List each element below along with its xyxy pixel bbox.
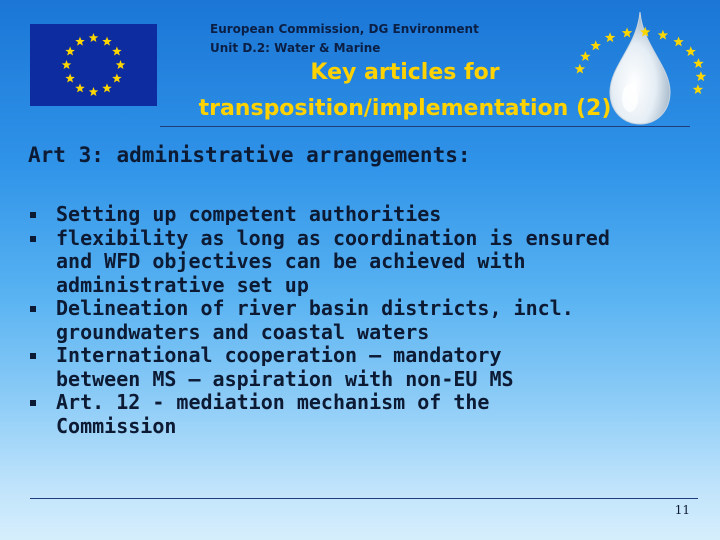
eu-flag-icon (30, 24, 157, 106)
bullet-line: Commission (56, 413, 177, 438)
bullet-line: Art. 12 - mediation mechanism of the (56, 390, 490, 414)
bullet-line: administrative set up (56, 272, 309, 297)
bullet-marker-icon (30, 353, 36, 359)
bullet-marker-icon (30, 306, 36, 312)
bullet-line: groundwaters and coastal waters (56, 319, 430, 344)
bullet-line: Delineation of river basin districts, incl. (56, 296, 574, 320)
organization-line-2: Unit D.2: Water & Marine (210, 41, 381, 55)
slide-title-line-2: transposition/implementation (2) (198, 96, 612, 121)
logo-star-icon (575, 64, 585, 74)
bullet-item (30, 391, 690, 438)
logo-star-icon (580, 51, 590, 61)
bullet-item (30, 297, 690, 344)
section-heading: Art 3: administrative arrangements: (28, 143, 471, 167)
logo-star-icon (658, 30, 668, 40)
bullet-marker-icon (30, 212, 36, 218)
footer-divider (30, 498, 698, 499)
bullet-line: between MS – aspiration with non-EU MS (56, 366, 514, 391)
organization-header (210, 20, 479, 58)
bullet-marker-icon (30, 236, 36, 242)
page-number: 11 (674, 503, 690, 517)
bullet-item (30, 203, 690, 227)
bullet-line: flexibility as long as coordination is ensured (56, 225, 610, 250)
bullet-line: Setting up competent authorities (56, 202, 442, 226)
bullet-marker-icon (30, 400, 36, 406)
bullet-item (30, 344, 690, 391)
bullet-list (30, 203, 690, 438)
header-divider (160, 126, 690, 127)
logo-star-icon (686, 46, 696, 56)
logo-star-icon (605, 32, 615, 42)
water-drop-stars-icon (560, 6, 710, 128)
logo-star-icon (696, 71, 706, 81)
bullet-line: and WFD objectives can be achieved with (56, 249, 526, 273)
slide-title-line-1: Key articles for (310, 60, 500, 85)
logo-star-icon (622, 28, 632, 38)
bullet-line: International cooperation – mandatory (56, 343, 502, 367)
logo-star-icon (590, 40, 600, 50)
logo-star-icon (693, 84, 703, 94)
logo-star-icon (693, 58, 703, 68)
logo-star-icon (673, 36, 683, 46)
organization-line-1: European Commission, DG Environment (210, 22, 479, 36)
bullet-item (30, 227, 690, 298)
